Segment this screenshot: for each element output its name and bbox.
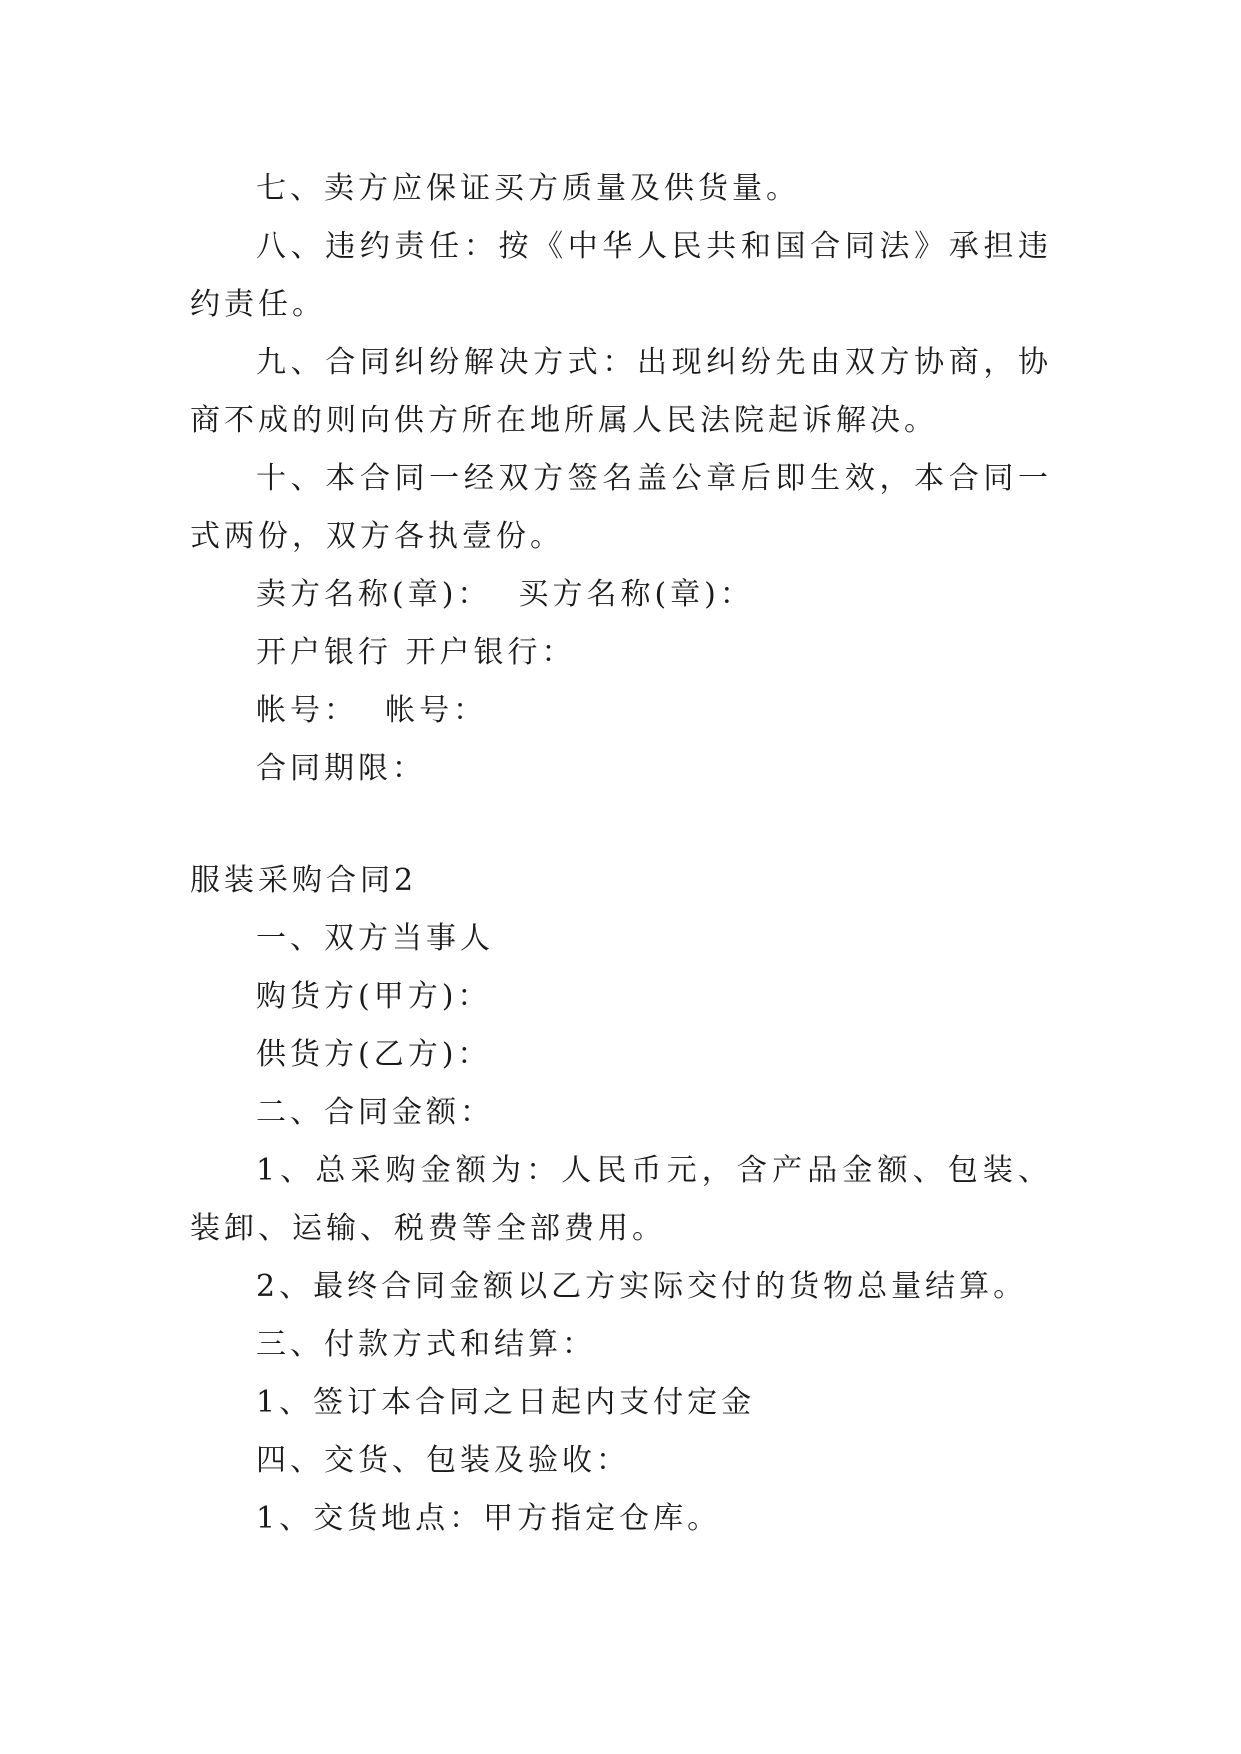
clause-7: 七、卖方应保证买方质量及供货量。 — [256, 171, 800, 206]
bank-line: 开户银行 开户银行： — [256, 635, 576, 670]
clause-10-effect: 十、本合同一经双方签名盖公章后即生效，本合同一式两份，双方各执壹份。 — [190, 461, 1052, 554]
amount-item-1: 1、总采购金额为：人民币元，含产品金额、包装、装卸、运输、税费等全部费用。 — [190, 1153, 1052, 1246]
account-line: 帐号： 帐号： — [256, 693, 488, 728]
payment-item-1: 1、签订本合同之日起内支付定金 — [256, 1385, 756, 1420]
buyer-line: 购货方(甲方)： — [256, 979, 492, 1014]
payment-heading: 三、付款方式和结算： — [256, 1327, 596, 1362]
delivery-heading: 四、交货、包装及验收： — [256, 1443, 630, 1478]
party-names-line: 卖方名称(章)： 买方名称(章)： — [256, 577, 754, 612]
amount-heading: 二、合同金额： — [256, 1095, 494, 1130]
contract-term-line: 合同期限： — [256, 751, 426, 786]
supplier-line: 供货方(乙方)： — [256, 1037, 492, 1072]
clause-9-dispute: 九、合同纠纷解决方式：出现纠纷先由双方协商，协商不成的则向供方所在地所属人民法院起诉解决。 — [190, 345, 1052, 438]
clause-8-liability: 八、违约责任：按《中华人民共和国合同法》承担违约责任。 — [190, 229, 1052, 322]
section-title: 服装采购合同2 — [190, 863, 418, 898]
document-body — [190, 160, 1052, 1548]
amount-item-2: 2、最终合同金额以乙方实际交付的货物总量结算。 — [256, 1269, 1028, 1304]
parties-heading: 一、双方当事人 — [256, 921, 494, 956]
delivery-item-1: 1、交货地点：甲方指定仓库。 — [256, 1501, 722, 1536]
